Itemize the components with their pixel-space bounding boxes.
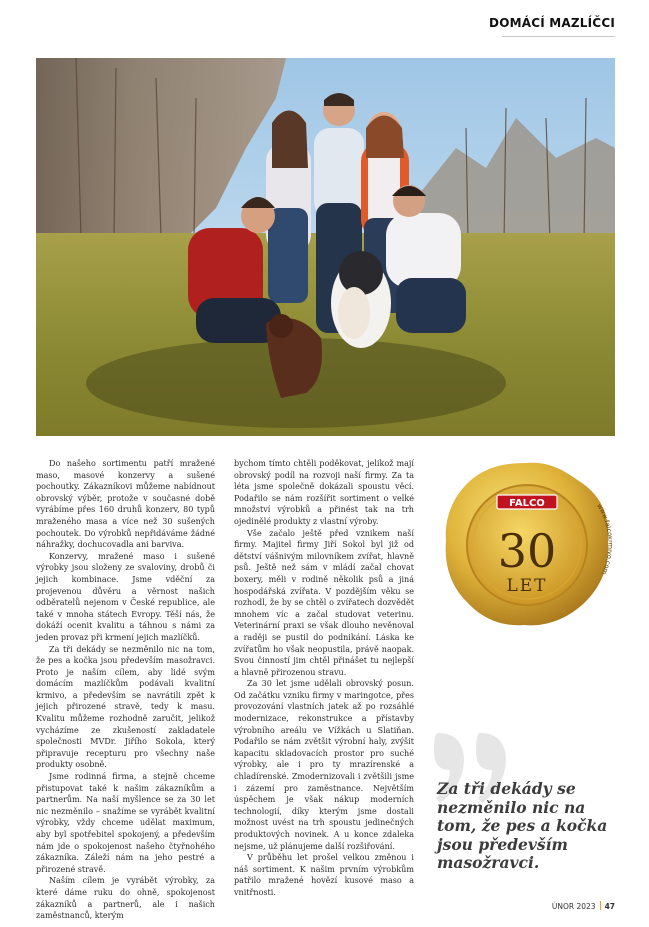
- article-paragraph: bychom tímto chtěli poděkovat, jelikož mají obrovský podíl na rozvoji naší firmy. Za ta léta jsme společně dokázali spoustu věcí. Podařilo se nám rozšířit sortiment o velké množství výrobků a přinést tak na trh ojedinělé produkty z vlastní výroby.: [234, 459, 414, 526]
- falco-logo: [497, 495, 557, 509]
- svg-text:FALCO: FALCO: [509, 498, 545, 509]
- article-column-1: [36, 458, 215, 922]
- title-rule: [502, 36, 615, 37]
- article-paragraph: Za 30 let jsme udělali obrovský posun. Od začátku vzniku firmy v maringotce, přes provozování vlastních jatek až po rozsáhlé modernizace, rekonstrukce a přístavby výrobního areálu ve Vížkách u Slatiňan. Podařilo se nám zvětšit výrobní haly, zvýšit kapacitu skladovacích prostor pro suché výrobky, ale i pro ty mrazírenské a chladírenské. Zmodernizovali i zvětšili jsme i zázemí pro zaměstnance. Největším úspěchem je však nákup moderních technologií, díky kterým jsme dostali možnost uvést na trh spoustu jedinečných produktových novinek. A u konce zdaleka nejsme, už plánujeme další rozšiřování.: [234, 679, 414, 851]
- page-number: 47: [604, 902, 615, 911]
- article-column-2: [234, 458, 414, 899]
- pull-quote: Za tři dekády se nezměnilo nic na tom, že pes a kočka jsou především masožravci.: [437, 779, 608, 872]
- seal-number: 30: [497, 524, 557, 578]
- 30-years-seal: [442, 459, 612, 629]
- article-paragraph: V průběhu let prošel velkou změnou i náš sortiment. K našim prvním výrobkům patřilo mražené hovězí kusové maso a vnitřnosti.: [234, 853, 414, 897]
- issue-label: ÚNOR 2023: [551, 902, 596, 911]
- page-footer: [552, 901, 615, 911]
- article-paragraph: Jsme rodinná firma, a stejně chceme přistupovat také k našim zákazníkům a partnerům. Na naší myšlence se za 30 let nic nezměnilo – snažíme se vyrábět kvalitní výrobky, vždy chceme udělat maximum, aby byl spotřebitel spokojený, a především nám jde o spokojenost našeho čtyřnohého zákazníka. Záleží nám na jeho pestré a přirozené stravě.: [36, 772, 215, 874]
- family-with-dogs-photo: [36, 58, 615, 436]
- article-paragraph: Konzervy, mražené maso i sušené výrobky jsou složeny ze svaloviny, drobů či jejich kombinace. Jsme vděční za projevenou důvěru a věrnost našich odběratelů nejenom v České republice, ale také v mnoha státech Evropy. Těší nás, že dokáží ocenit kvalitu a táhnou s námi za jeden provaz při krmení jejich mazlíčků.: [36, 551, 215, 642]
- article-paragraph: Vše začalo ještě před vznikem naší firmy. Majitel firmy Jiří Sokol byl již od dětství vášnivým milovníkem zvířat, hlavně psů. Ještě než sám v mládí začal chovat boxery, měli v rodině několik psů a jiná hospodářská zvířata. V pozdějším věku se rozhodl, že by se chtěl o zvířatech dozvědět mnohem víc a začal studovat veterinu. Veterinární praxi se však dlouho nevěnoval a raději se pustil do podnikání. Láska ke zvířatům ho však neopustila, právě naopak. Svou činností jim chtěl přinášet tu nejlepší a hlavně přirozenou stravu.: [234, 528, 414, 677]
- seal-word: LET: [506, 576, 548, 596]
- article-paragraph: Do našeho sortimentu patří mražené maso, masové konzervy a sušené pochoutky. Zákazníkovi můžeme nabídnout obrovský výběr, protože v současné době vyrábíme přes 160 druhů konzerv, 80 typů mraženého masa a více než 30 sušených pochoutek. Do výrobků nepřidáváme žádné náhražky, dochucovadla ani barviva.: [36, 459, 215, 550]
- article-paragraph: Naším cílem je vyrábět výrobky, za které dáme ruku do ohně, spokojenost zákazníků a partnerů, ale i našich zaměstnanců, kterým: [36, 876, 215, 921]
- footer-separator: [600, 901, 601, 910]
- seal-url: www.fal .com: [595, 502, 612, 576]
- section-title: DOMÁCÍ MAZLÍČCI: [489, 16, 615, 30]
- article-paragraph: Za tři dekády se nezměnilo nic na tom, že pes a kočka jsou především masožravci. Proto je naším cílem, aby lidé svým domácím mazlíčkům podávali kvalitní krmivo, a především se navrátili zpět k jejich přirozené stravě, tedy k masu. Kvalitu můžeme rozhodně zaručit, jelikož vycházíme ze zkušeností zakladatele společnosti MVDr. Jiřího Sokola, který připravuje recepturu pro všechny naše produkty osobně.: [36, 644, 215, 770]
